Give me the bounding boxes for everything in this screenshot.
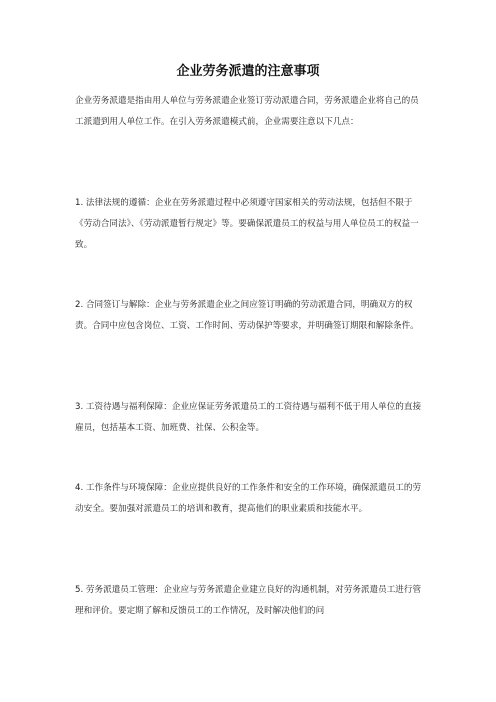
intro-paragraph: 企业劳务派遣是指由用人单位与劳务派遣企业签订劳动派遣合同，劳务派遣企业将自己的员工派遣到用人单位工作。在引入劳务派遣模式前，企业需要注意以下几点： bbox=[75, 96, 419, 127]
document-title: 企业劳务派遣的注意事项 bbox=[176, 64, 320, 79]
item-2-paragraph: 2. 合同签订与解除：企业与劳务派遣企业之间应签订明确的劳动派遣合同，明确双方的权责。合同中应包含岗位、工资、工作时间、劳动保护等要求，并明确签订期限和解除条件。 bbox=[75, 300, 419, 331]
item-3-paragraph: 3. 工资待遇与福利保障：企业应保证劳务派遣员工的工资待遇与福利不低于用人单位的直接雇员，包括基本工资、加班费、社保、公积金等。 bbox=[75, 402, 422, 433]
item-5-paragraph: 5. 劳务派遣员工管理：企业应与劳务派遣企业建立良好的沟通机制，对劳务派遣员工进行管理和评价。要定期了解和反馈员工的工作情况，及时解决他们的问 bbox=[75, 585, 422, 616]
item-4-paragraph: 4. 工作条件与环境保障：企业应提供良好的工作条件和安全的工作环境，确保派遣员工的劳动安全。要加强对派遣员工的培训和教育，提高他们的职业素质和技能水平。 bbox=[75, 483, 422, 514]
item-1-paragraph: 1. 法律法规的遵循：企业在劳务派遣过程中必须遵守国家相关的劳动法规，包括但不限于《劳动合同法》、《劳动派遣暂行规定》等。要确保派遣员工的权益与用人单位员工的权益一致。 bbox=[75, 198, 419, 250]
